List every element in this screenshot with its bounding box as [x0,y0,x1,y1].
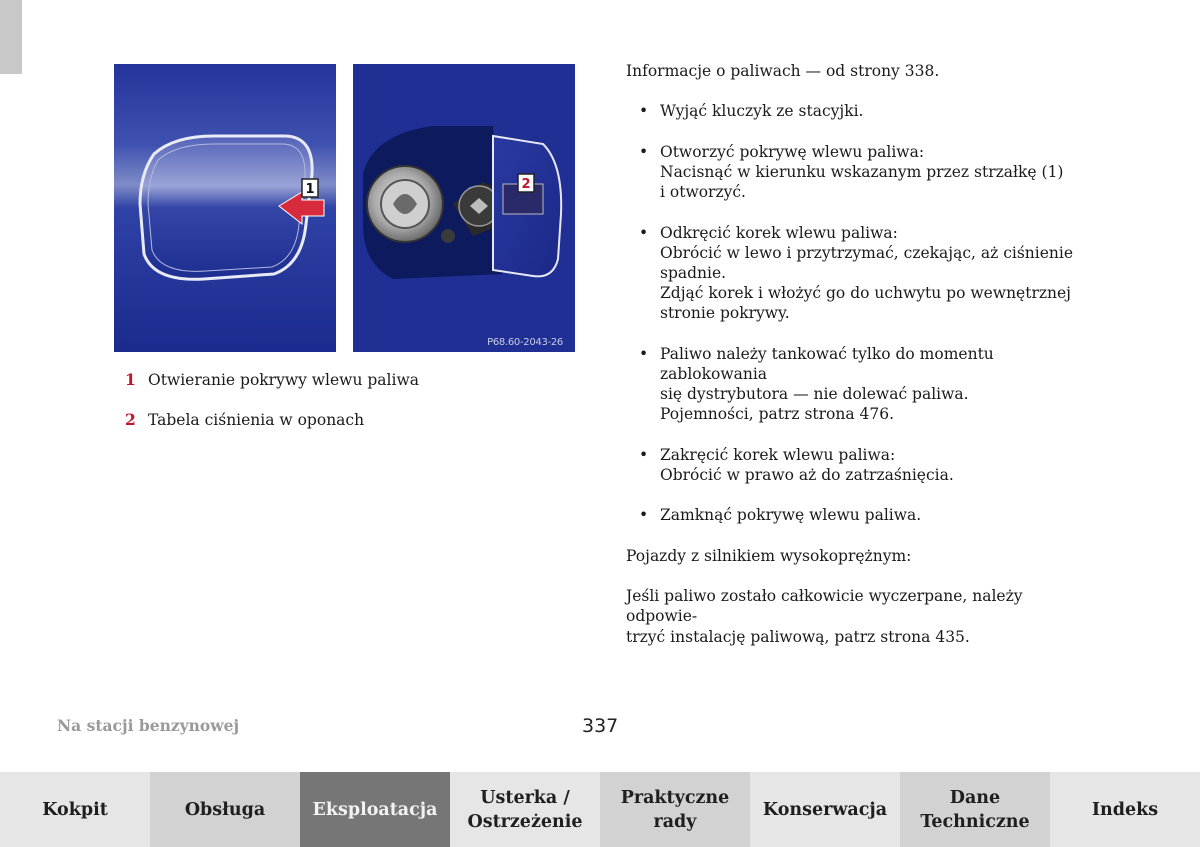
nav-tab-praktyczne-rady[interactable] [600,772,750,847]
caption-number: 2 [125,410,136,429]
list-line: się dystrybutora — nie dolewać paliwa. [660,385,969,404]
caption-text: Otwieranie pokrywy wlewu paliwa [148,371,419,389]
nav-tab-label: Ostrzeżenie [467,811,583,832]
list-item [626,505,1096,525]
nav-tab-label: Techniczne [920,811,1030,832]
corner-tab [0,0,22,74]
caption-text: Tabela ciśnienia w oponach [148,411,365,429]
list-line: Obrócić w prawo aż do zatrzaśnięcia. [660,465,954,484]
nav-tab-label: Usterka / [480,787,570,808]
nav-tab-label: Praktyczne [620,787,730,808]
list-item [626,101,1096,121]
callout-1-label: 1 [305,182,315,197]
list-item [626,223,1096,324]
list-item [626,142,1096,203]
list-line: i otworzyć. [660,183,746,202]
instruction-list [626,101,1096,525]
list-line: Nacisnąć w kierunku wskazanym przez strzałkę (1) [660,162,1064,181]
list-line: Obrócić w lewo i przytrzymać, czekając, aż ciśnienie [660,243,1074,262]
nav-tab-indeks[interactable] [1050,772,1200,847]
illustration-captions [125,369,565,449]
caption-1 [125,369,565,391]
nav-tab-eksploatacja[interactable] [300,772,450,847]
nav-tab-dane-techniczne[interactable] [900,772,1050,847]
page-number: 337 [582,715,619,737]
list-line: spadnie. [660,263,727,282]
nav-tab-kokpit[interactable] [0,772,150,847]
list-line: stronie pokrywy. [660,304,790,323]
chapter-navigation [0,772,1200,847]
list-item [626,445,1096,485]
list-line: Pojemności, patrz strona 476. [660,405,895,424]
caption-2 [125,409,565,431]
part-code: P68.60-2043-26 [487,337,563,348]
nav-tab-label: Indeks [1091,799,1159,820]
fuel-flap-open-image [353,64,575,352]
paragraph-line: Jeśli paliwo zostało całkowicie wyczerpane, należy odpowie- [626,587,1023,626]
list-line: • Odkręcić korek wlewu paliwa: [660,223,898,242]
diesel-note: Pojazdy z silnikiem wysokoprężnym: [626,546,912,565]
nav-tab-label: rady [653,811,697,832]
nav-tab-konserwacja[interactable] [750,772,900,847]
list-line: • Zakręcić korek wlewu paliwa: [660,445,896,464]
caption-number: 1 [125,370,136,389]
list-item [626,344,1096,425]
instructions [626,61,1096,667]
callout-2-label: 2 [521,177,531,192]
nav-tab-label: Kokpit [42,799,108,820]
bleed-note [626,586,1096,647]
section-title: Na stacji benzynowej [57,716,240,735]
nav-tab-label: Dane [949,787,1001,808]
nav-tab-label: Obsługa [184,799,266,820]
list-line: • Wyjąć kluczyk ze stacyjki. [660,102,864,121]
fuel-flap-closed-image [114,64,336,352]
nav-tab-label: Eksploatacja [312,799,438,820]
intro-text: Informacje o paliwach — od strony 338. [626,62,940,80]
list-line: Zdjąć korek i włożyć go do uchwytu po wewnętrznej [660,284,1071,303]
fuel-filler-illustration [114,64,575,352]
nav-tab-usterka[interactable] [450,772,600,847]
nav-tab-obsluga[interactable] [150,772,300,847]
list-line: • Zamknąć pokrywę wlewu paliwa. [660,506,922,525]
list-line: • Paliwo należy tankować tylko do momentu zablokowania [660,344,994,383]
paragraph-line: trzyć instalację paliwową, patrz strona 435. [626,627,970,646]
nav-tab-label: Konserwacja [762,799,888,820]
list-line: • Otworzyć pokrywę wlewu paliwa: [660,142,925,161]
